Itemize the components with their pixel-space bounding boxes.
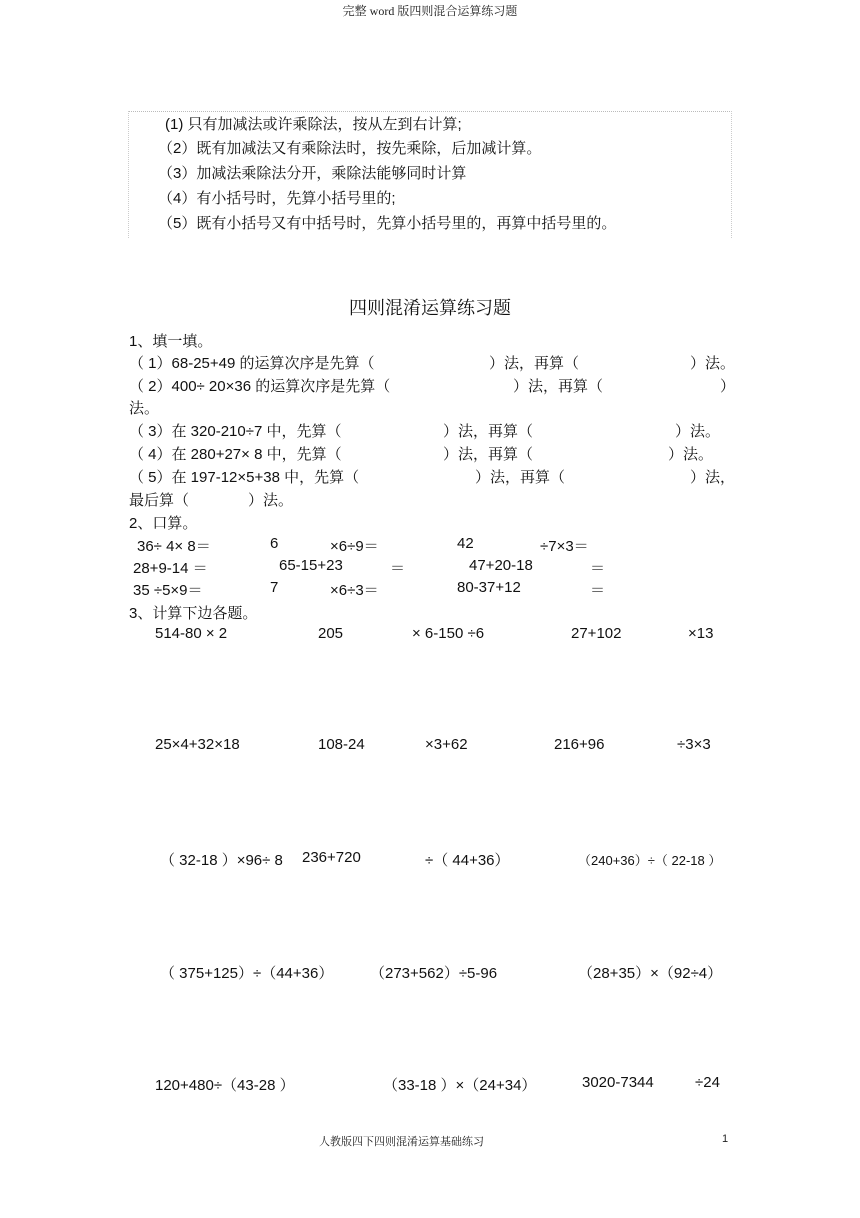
calc-r3-c2: 236+720	[302, 849, 361, 866]
fill-q1-part-b: ）法，再算（	[489, 355, 580, 372]
calc-r5-c4: ÷24	[695, 1074, 720, 1091]
rule-3: （3）加减法乘除法分开，乘除法能够同时计算	[158, 165, 467, 182]
mental-r3-c1: 35 ÷5×9＝	[133, 582, 203, 599]
calc-r3-c1: （ 32-18 ）×96÷ 8	[160, 852, 283, 869]
page-number: 1	[722, 1133, 729, 1145]
fill-q5-part-d: 最后算（	[129, 492, 190, 509]
footer-text: 人教版四下四则混淆运算基础练习	[319, 1136, 484, 1148]
mental-r3-c3: ×6÷3＝	[330, 582, 379, 599]
mental-r1-c4: 42	[457, 535, 474, 552]
mental-r2-c2: 65-15+23	[279, 557, 343, 574]
rule-5: （5）既有小括号又有中括号时，先算小括号里的，再算中括号里的。	[158, 215, 617, 232]
fill-q2-part-a: （ 2）400÷ 20×36 的运算次序是先算（	[129, 378, 391, 395]
calc-r5-c1: 120+480÷（43-28 ）	[155, 1077, 295, 1094]
calc-r1-c3: × 6-150 ÷6	[412, 625, 485, 642]
mental-r3-c2: 7	[270, 579, 279, 596]
calc-r2-c2: 108-24	[318, 736, 365, 753]
fill-q2-part-c: ）	[720, 378, 736, 395]
calc-r2-c5: ÷3×3	[677, 736, 711, 753]
rule-4: （4）有小括号时，先算小括号里的;	[158, 190, 396, 207]
calc-r4-c1: （ 375+125）÷（44+36）	[160, 965, 334, 982]
mental-r1-c2: 6	[270, 535, 279, 552]
calc-r1-c4: 27+102	[571, 625, 622, 642]
calc-r5-c3: 3020-7344	[582, 1074, 654, 1091]
mental-r3-c4: 80-37+12	[457, 579, 521, 596]
calc-r3-c3: ÷（ 44+36）	[425, 852, 510, 869]
rule-1: (1) 只有加减法或许乘除法，按从左到右计算;	[165, 116, 462, 133]
calc-r1-c5: ×13	[688, 625, 714, 642]
calc-r2-c1: 25×4+32×18	[155, 736, 240, 753]
section3-heading: 3、计算下边各题。	[129, 605, 258, 622]
mental-r1-c3: ×6÷9＝	[330, 538, 379, 555]
mental-r2-c3: ＝	[390, 560, 406, 577]
fill-q2-part-d: 法。	[129, 400, 160, 417]
calc-r2-c3: ×3+62	[425, 736, 468, 753]
fill-q1-part-a: （ 1）68-25+49 的运算次序是先算（	[129, 355, 375, 372]
fill-q4-part-b: ）法，再算（	[443, 446, 534, 463]
calc-r4-c2: （273+562）÷5-96	[370, 965, 498, 982]
section2-heading: 2、口算。	[129, 515, 198, 532]
fill-q5-part-c: ）法，	[690, 469, 736, 486]
mental-r1-c1: 36÷ 4× 8＝	[137, 538, 211, 555]
calc-r1-c1: 514-80 × 2	[155, 625, 228, 642]
calc-r4-c3: （28+35）×（92÷4）	[578, 965, 723, 982]
fill-q1-part-c: ）法。	[690, 355, 736, 372]
mental-r2-c4: 47+20-18	[469, 557, 533, 574]
calc-r2-c4: 216+96	[554, 736, 605, 753]
mental-r1-c5: ÷7×3＝	[540, 538, 589, 555]
fill-q2-part-b: ）法，再算（	[513, 378, 604, 395]
fill-q5-part-a: （ 5）在 197-12×5+38 中，先算（	[129, 469, 360, 486]
fill-q5-part-e: ）法。	[248, 492, 294, 509]
mental-r2-c5: ＝	[590, 560, 606, 577]
fill-q5-part-b: ）法，再算（	[475, 469, 566, 486]
mental-r2-c1: 28+9-14 ＝	[133, 560, 208, 577]
fill-q4-part-c: ）法。	[668, 446, 714, 463]
section1-heading: 1、填一填。	[129, 333, 213, 350]
fill-q4-part-a: （ 4）在 280+27× 8 中，先算（	[129, 446, 342, 463]
worksheet-title: 四则混淆运算练习题	[349, 298, 511, 318]
calc-r1-c2: 205	[318, 625, 344, 642]
rule-2: （2）既有加减法又有乘除法时，按先乘除，后加减计算。	[158, 140, 542, 157]
page-header: 完整 word 版四则混合运算练习题	[342, 4, 518, 18]
fill-q3-part-c: ）法。	[675, 423, 721, 440]
calc-r5-c2: （33-18 ）×（24+34）	[383, 1077, 537, 1094]
fill-q3-part-b: ）法，再算（	[443, 423, 534, 440]
calc-r3-c4: （240+36）÷（ 22-18 ）	[578, 853, 722, 868]
mental-r3-c5: ＝	[590, 582, 606, 599]
fill-q3-part-a: （ 3）在 320-210÷7 中，先算（	[129, 423, 342, 440]
